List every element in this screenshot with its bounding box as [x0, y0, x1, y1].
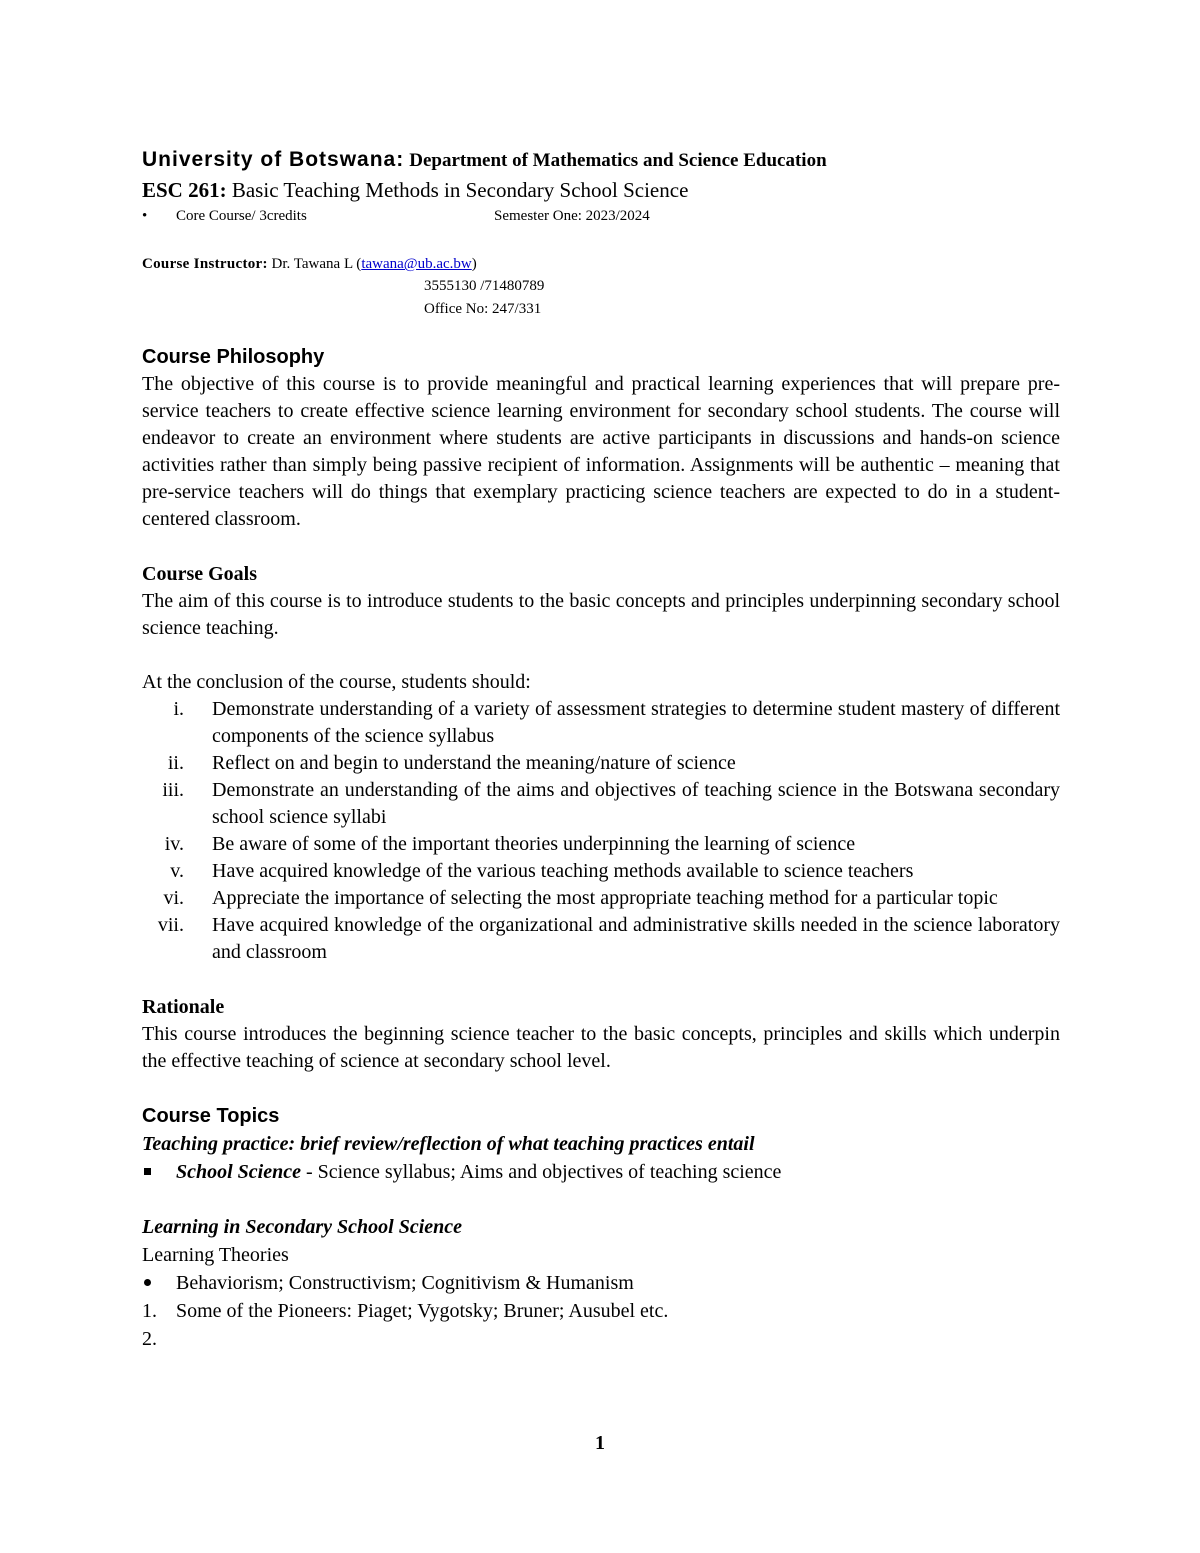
course-title-line: [142, 175, 1060, 205]
department-name: Department of Mathematics and Science Education: [409, 150, 827, 171]
list-item: 1. Some of the Pioneers: Piaget; Vygotsky; Bruner; Ausubel etc.: [142, 1300, 669, 1322]
instructor-name: Dr. Tawana L (: [271, 256, 362, 272]
course-meta: [142, 205, 1060, 227]
instructor-office: Office No: 247/331: [424, 301, 542, 317]
instructor-label: Course Instructor:: [142, 256, 268, 272]
course-code: ESC 261:: [142, 178, 227, 202]
list-item: vii. Have acquired knowledge of the organizational and administrative skills needed in the science laboratory and classroom: [157, 914, 1060, 963]
instructor-line: [142, 253, 1060, 275]
goals-intro: At the conclusion of the course, students should:: [142, 671, 531, 693]
learning-theories: Learning Theories: [142, 1244, 289, 1266]
rationale-heading: Rationale: [142, 996, 225, 1018]
page-number: 1: [595, 1432, 605, 1454]
philosophy-text: The objective of this course is to provide meaningful and practical learning experiences that will prepare pre-service teachers to create effective science learning environment for secondary school students. The course will endeavor to create an environment where students are active participants in discussions and hands-on science activities rather than simply being passive recipient of information. Assignments will be authentic – meaning that pre-service teachers will do things that exemplary practicing science teachers are expected to do in a student-centered classroom.: [142, 373, 1060, 530]
list-item: iii. Demonstrate an understanding of the aims and objectives of teaching science in the Botswana secondary school science syllabi: [162, 779, 1060, 828]
instructor-email-link[interactable]: tawana@ub.ac.bw: [361, 256, 472, 272]
goals-heading: Course Goals: [142, 563, 257, 585]
topics-heading: Course Topics: [142, 1105, 280, 1127]
instructor-phone: 3555130 /71480789: [424, 278, 545, 294]
university-name: University of Botswana:: [142, 148, 405, 171]
theories-item: Behaviorism; Constructivism; Cognitivism & Humanism: [142, 1269, 1060, 1297]
list-item: ii. Reflect on and begin to understand the meaning/nature of science: [167, 752, 736, 774]
university-header: [142, 146, 1060, 175]
school-science-text: - Science syllabus; Aims and objectives of teaching science: [301, 1161, 782, 1183]
square-bullet-icon: [144, 1168, 151, 1175]
goals-list: [142, 696, 1060, 966]
list-item: vi. Appreciate the importance of selecting the most appropriate teaching method for a particular topic: [163, 887, 998, 909]
document-content: University of Botswana: Department of Mathematics and Science Education ESC 261: Basic Teaching Methods in Secondary School Science • Core Course/ 3credits Semester One: 2023/2024 Course Instructor: Dr. Tawana L (tawana@ub.ac.bw) 3555130 /71480789 Office No: 247/331 Course Philosophy The objective of this course is to provide meaningful and practical learning experiences that will prepare pre-service teachers to create effective science learning environment for secondary school students. The course will endeavor to create an environment where students are active participants in discussions and hands-on science activities rather than simply being passive recipient of information. Assignments will be authentic – meaning that pre-service teachers will do things that exemplary practicing science teachers are expected to do in a student-centered classroom. Course Goals The aim of this course is to introduce students to the basic concepts and principles underpinning secondary school science teaching. At the conclusion of the course, students should: i. Demonstrate understanding of a variety of assessment strategies to determine student mastery of different components of the science syllabus ii. Reflect on and begin to understand the meaning/nature of science iii. Demonstrate an understanding of the aims and objectives of teaching science in the Botswana secondary school science syllabi iv. Be aware of some of the important theories underpinning the learning of science v. Have acquired knowledge of the various teaching methods available to science teachers vi. Appreciate the importance of selecting the most appropriate teaching method for a particular topic vii. Have acquired knowledge of the organizational and administrative skills needed in the science laboratory and classroom Rationale This course introduces the beginning science teacher to the basic concepts, principles and skills which underpin the effective teaching of science at secondary school level. Course Topics Teaching practice: brief review/reflection of what teaching practices entail School Science - Science syllabus; Aims and objectives of teaching science Learning in Secondary School Science Learning Theories Behaviorism; Constructivism; Cognitivism & Humanism 1. Some of the Pioneers: Piaget; Vygotsky; Bruner; Ausubel etc. 2.: [142, 148, 1060, 1350]
list-item: i. Demonstrate understanding of a variety of assessment strategies to determine student mastery of different components of the science syllabus: [173, 698, 1060, 747]
goals-text: The aim of this course is to introduce students to the basic concepts and principles underpinning secondary school science teaching.: [142, 590, 1060, 639]
course-title: Basic Teaching Methods in Secondary School Science: [231, 178, 689, 202]
school-science-label: School Science: [176, 1161, 301, 1183]
instructor-close-paren: ): [471, 256, 477, 272]
list-item: iv. Be aware of some of the important theories underpinning the learning of science: [164, 833, 856, 855]
list-item: v. Have acquired knowledge of the various teaching methods available to science teachers: [170, 860, 914, 882]
semester: Semester One: 2023/2024: [494, 208, 650, 224]
rationale-text: This course introduces the beginning science teacher to the basic concepts, principles and skills which underpin the effective teaching of science at secondary school level.: [142, 1023, 1060, 1072]
bullet-icon: [144, 1279, 151, 1286]
bullet-icon: •: [142, 208, 148, 224]
learning-heading: Learning in Secondary School Science: [142, 1216, 463, 1238]
school-science-item: [142, 1158, 1060, 1186]
core-credits: Core Course/ 3credits: [176, 208, 307, 224]
teaching-practice-heading: Teaching practice: brief review/reflection of what teaching practices entail: [142, 1133, 755, 1155]
philosophy-heading: Course Philosophy: [142, 346, 325, 368]
